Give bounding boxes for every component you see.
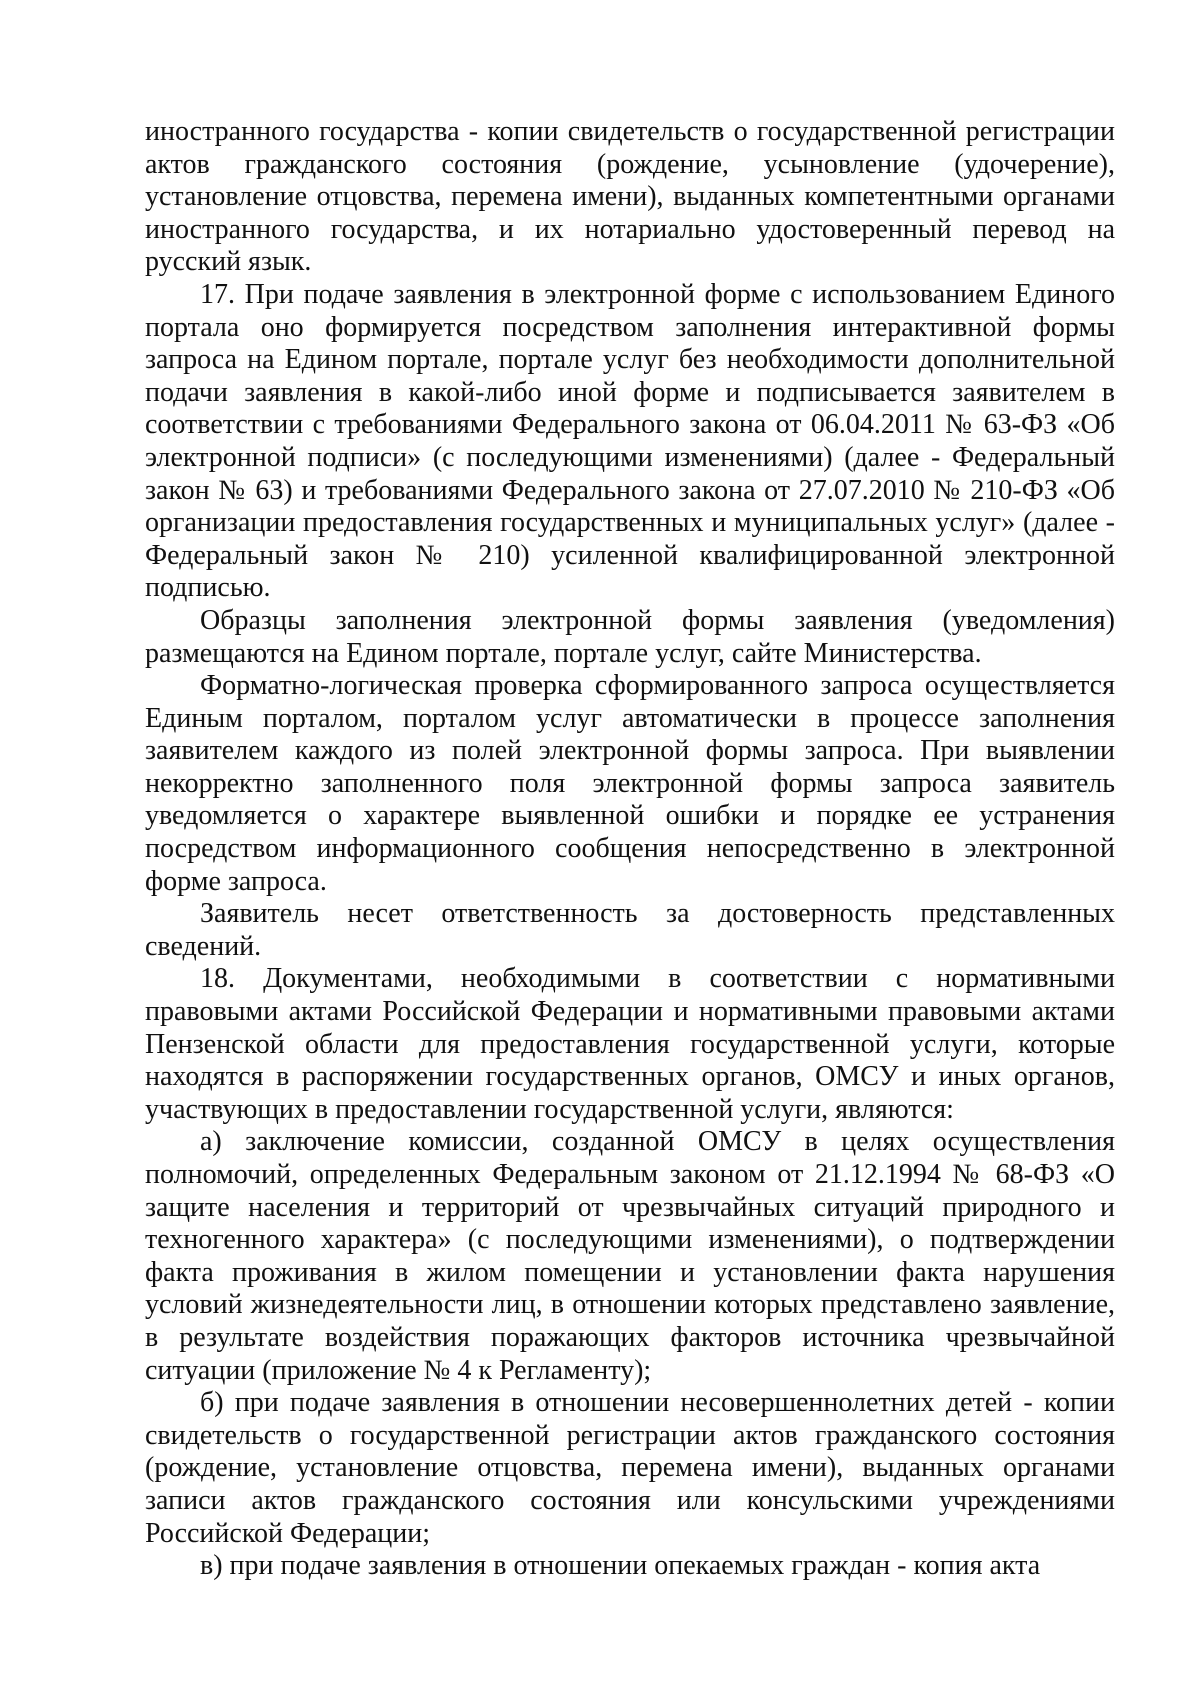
paragraph-17: 17. При подаче заявления в электронной форме с использованием Единого портала оно формируется посредством заполнения интерактивной формы запроса на Едином портале, портале услуг без необходимости дополнительной подачи заявления в какой-либо иной форме и подписывается заявителем в соответствии с требованиями Федерального закона от 06.04.2011 № 63-ФЗ «Об электронной подписи» (с последующими изменениями) (далее - Федеральный закон № 63) и требованиями Федерального закона от 27.07.2010 № 210-ФЗ «Об организации предоставления государственных и муниципальных услуг» (далее - Федеральный закон № 210) усиленной квалифицированной электронной подписью. — [145, 278, 1115, 604]
paragraph-18b: б) при подаче заявления в отношении несовершеннолетних детей - копии свидетельств о государственной регистрации актов гражданского состояния (рождение, установление отцовства, перемена имени), выданных органами записи актов гражданского состояния или консульскими учреждениями Российской Федерации; — [145, 1387, 1115, 1549]
paragraph-samples: Образцы заполнения электронной формы заявления (уведомления) размещаются на Едином портале, портале услуг, сайте Министерства. — [145, 604, 1115, 669]
paragraph-18v: в) при подаче заявления в отношении опекаемых граждан - копия акта — [200, 1550, 1041, 1582]
paragraph-responsibility: Заявитель несет ответственность за достоверность представленных сведений. — [145, 898, 1115, 962]
paragraph-18a: а) заключение комиссии, созданной ОМСУ в целях осуществления полномочий, определенных Федеральным законом от 21.12.1994 № 68-ФЗ «О защите населения и территорий от чрезвычайных ситуаций природного и техногенного характера» (с последующими изменениями), о подтверждении факта проживания в жилом помещении и установлении факта нарушения условий жизнедеятельности лиц, в отношении которых представлено заявление, в результате воздействия поражающих факторов источника чрезвычайной ситуации (приложение № 4 к Регламенту); — [145, 1126, 1115, 1386]
paragraph-18: 18. Документами, необходимыми в соответствии с нормативными правовыми актами Российской Федерации и нормативными правовыми актами Пензенской области для предоставления государственной услуги, которые находятся в распоряжении государственных органов, ОМСУ и иных органов, участвующих в предоставлении государственной услуги, являются: — [145, 963, 1115, 1125]
paragraph-format-check: Форматно-логическая проверка сформированного запроса осуществляется Единым порталом, порталом услуг автоматически в процессе заполнения заявителем каждого из полей электронной формы запроса. При выявлении некорректно заполненного поля электронной формы запроса заявитель уведомляется о характере выявленной ошибки и порядке ее устранения посредством информационного сообщения непосредственно в электронной форме запроса. — [145, 670, 1115, 897]
paragraph-continuation: иностранного государства - копии свидетельств о государственной регистрации актов гражданского состояния (рождение, усыновление (удочерение), установление отцовства, перемена имени), выданных компетентными органами иностранного государства, и их нотариально удостоверенный перевод на русский язык. — [145, 116, 1115, 278]
document-page — [145, 116, 1115, 1583]
